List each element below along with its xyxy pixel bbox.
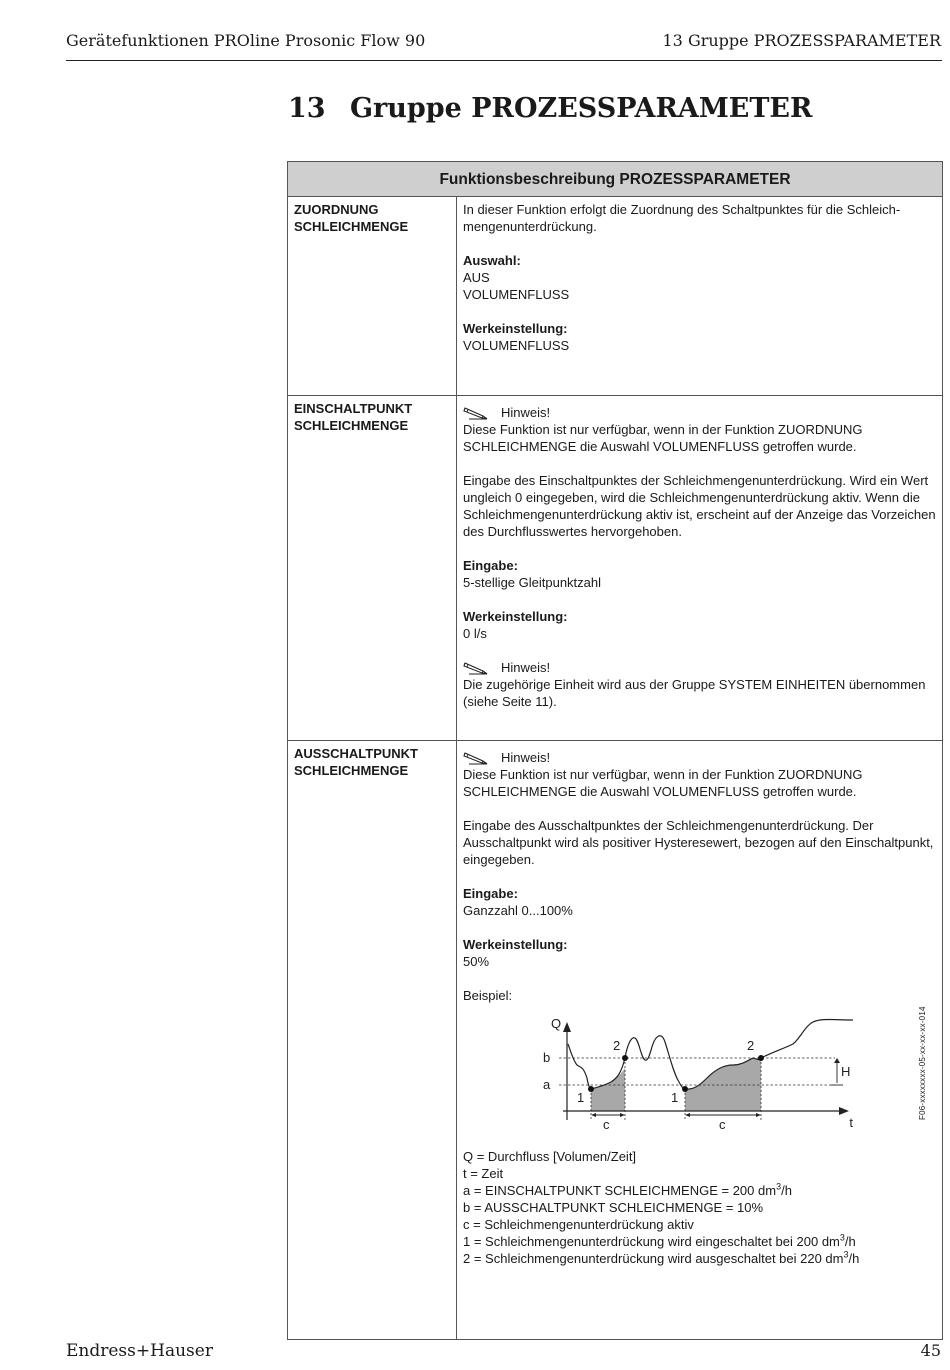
note-label: Hinweis! bbox=[501, 405, 551, 420]
note-text: Diese Funktion ist nur verfügbar, wenn in der Funktion ZUORDNUNG SCHLEICHMENGE die Auswahl VOLUMENFLUSS getroffen wurde. bbox=[463, 767, 863, 799]
label-2: 2 bbox=[747, 1038, 755, 1053]
legend-item: Q = Durchfluss [Volumen/Zeit] bbox=[463, 1149, 637, 1164]
note-block bbox=[463, 659, 936, 710]
function-description bbox=[457, 396, 943, 741]
table-heading: Funktionsbeschreibung PROZESSPARAMETER bbox=[288, 162, 943, 197]
default-value: VOLUMENFLUSS bbox=[463, 338, 570, 353]
intro-text: In dieser Funktion erfolgt die Zuordnung des Schaltpunktes für die Schleich-mengenunterdrückung. bbox=[463, 202, 901, 234]
input-block bbox=[463, 885, 936, 919]
label-h: H bbox=[841, 1064, 851, 1079]
switch-on-point bbox=[682, 1086, 688, 1092]
note-block bbox=[463, 404, 936, 455]
input-value: 5-stellige Gleitpunktzahl bbox=[463, 575, 602, 590]
chapter-heading bbox=[288, 93, 812, 124]
chapter-number: 13 bbox=[288, 93, 326, 124]
choice-option: VOLUMENFLUSS bbox=[463, 287, 570, 302]
running-header-left: Gerätefunktionen PROline Prosonic Flow 90 bbox=[66, 31, 426, 50]
choice-option: AUS bbox=[463, 270, 490, 285]
default-value: 50% bbox=[463, 954, 490, 969]
suppression-area-2 bbox=[685, 1058, 761, 1111]
legend-item: t = Zeit bbox=[463, 1166, 504, 1181]
hysteresis-diagram bbox=[535, 1008, 855, 1138]
label-a: a bbox=[543, 1077, 551, 1092]
label-c: c bbox=[603, 1117, 610, 1132]
input-block bbox=[463, 557, 936, 591]
function-name: EINSCHALTPUNKT SCHLEICHMENGE bbox=[288, 396, 457, 741]
input-value: Ganzzahl 0...100% bbox=[463, 903, 573, 918]
switch-off-point bbox=[622, 1055, 628, 1061]
label-c: c bbox=[719, 1117, 726, 1132]
q-axis-arrow bbox=[563, 1022, 571, 1032]
label-q: Q bbox=[551, 1016, 562, 1031]
header-rule bbox=[66, 60, 942, 61]
default-block bbox=[463, 320, 936, 354]
brand-logo: Endress+Hauser bbox=[66, 1341, 213, 1361]
function-description bbox=[457, 197, 943, 396]
example-label: Beispiel: bbox=[463, 988, 513, 1003]
label-b: b bbox=[543, 1050, 551, 1065]
table-row bbox=[288, 396, 943, 741]
switch-on-point bbox=[588, 1086, 594, 1092]
page-number: 45 bbox=[920, 1341, 941, 1360]
note-block bbox=[463, 749, 936, 800]
note-label: Hinweis! bbox=[501, 750, 551, 765]
switch-off-point bbox=[758, 1055, 764, 1061]
default-label: Werkeinstellung: bbox=[463, 937, 568, 952]
legend-item: 1 = Schleichmengenunterdrückung wird eingeschaltet bei 200 $dm^3/h$ bbox=[463, 1232, 856, 1249]
legend-item: c = Schleichmengenunterdrückung aktiv bbox=[463, 1217, 694, 1232]
function-description bbox=[457, 741, 943, 1340]
pencil-icon bbox=[463, 660, 493, 675]
note-text: Die zugehörige Einheit wird aus der Gruppe SYSTEM EINHEITEN übernommen (siehe Seite 11). bbox=[463, 677, 926, 709]
default-label: Werkeinstellung: bbox=[463, 321, 568, 336]
default-block bbox=[463, 936, 936, 970]
note-text: Diese Funktion ist nur verfügbar, wenn in der Funktion ZUORDNUNG SCHLEICHMENGE die Auswahl VOLUMENFLUSS getroffen wurde. bbox=[463, 422, 863, 454]
input-label: Eingabe: bbox=[463, 886, 518, 901]
function-table bbox=[287, 161, 943, 1340]
label-2: 2 bbox=[613, 1038, 621, 1053]
hysteresis-arrow bbox=[834, 1058, 840, 1063]
intro-text: Eingabe des Ausschaltpunktes der Schleichmengenunterdrückung. Der Ausschaltpunkt wird als positiver Hysteresewert, bezogen auf den Einschaltpunkt, eingegeben. bbox=[463, 818, 934, 867]
function-name: ZUORDNUNG SCHLEICHMENGE bbox=[288, 197, 457, 396]
default-value: 0 l/s bbox=[463, 626, 487, 641]
default-block bbox=[463, 608, 936, 642]
table-row bbox=[288, 197, 943, 396]
choice-block bbox=[463, 252, 936, 303]
label-1: 1 bbox=[577, 1090, 585, 1105]
pencil-icon bbox=[463, 405, 493, 420]
table-row bbox=[288, 741, 943, 1340]
label-t: t bbox=[849, 1115, 853, 1130]
default-label: Werkeinstellung: bbox=[463, 609, 568, 624]
legend bbox=[463, 1148, 936, 1267]
suppression-area-1 bbox=[591, 1068, 625, 1111]
function-name: AUSSCHALTPUNKT SCHLEICHMENGE bbox=[288, 741, 457, 1340]
running-header-right: 13 Gruppe PROZESSPARAMETER bbox=[662, 31, 941, 50]
intro-text: Eingabe des Einschaltpunktes der Schleichmengenunterdrückung. Wird ein Wert ungleich 0 eingegeben, wird die Schleichmengenunterdrückung aktiv. Wenn die Schleichmengenunterdrückung aktiv ist, erscheint auf der Anzeige das Vorzeichen des Durchflusswertes hervorgehoben. bbox=[463, 473, 936, 539]
figure-code: F06-xxxxxxxx-05-xx-xx-xx-014 bbox=[918, 1006, 927, 1120]
t-axis-arrow bbox=[839, 1107, 849, 1115]
input-label: Eingabe: bbox=[463, 558, 518, 573]
choice-label: Auswahl: bbox=[463, 253, 521, 268]
chapter-title: Gruppe PROZESSPARAMETER bbox=[350, 93, 813, 124]
note-label: Hinweis! bbox=[501, 660, 551, 675]
legend-item: b = AUSSCHALTPUNKT SCHLEICHMENGE = 10% bbox=[463, 1200, 764, 1215]
pencil-icon bbox=[463, 750, 493, 765]
label-1: 1 bbox=[671, 1090, 679, 1105]
legend-item: a = EINSCHALTPUNKT SCHLEICHMENGE = 200 $dm^3/h$ bbox=[463, 1181, 792, 1198]
legend-item: 2 = Schleichmengenunterdrückung wird ausgeschaltet bei 220 $dm^3/h$ bbox=[463, 1249, 860, 1266]
